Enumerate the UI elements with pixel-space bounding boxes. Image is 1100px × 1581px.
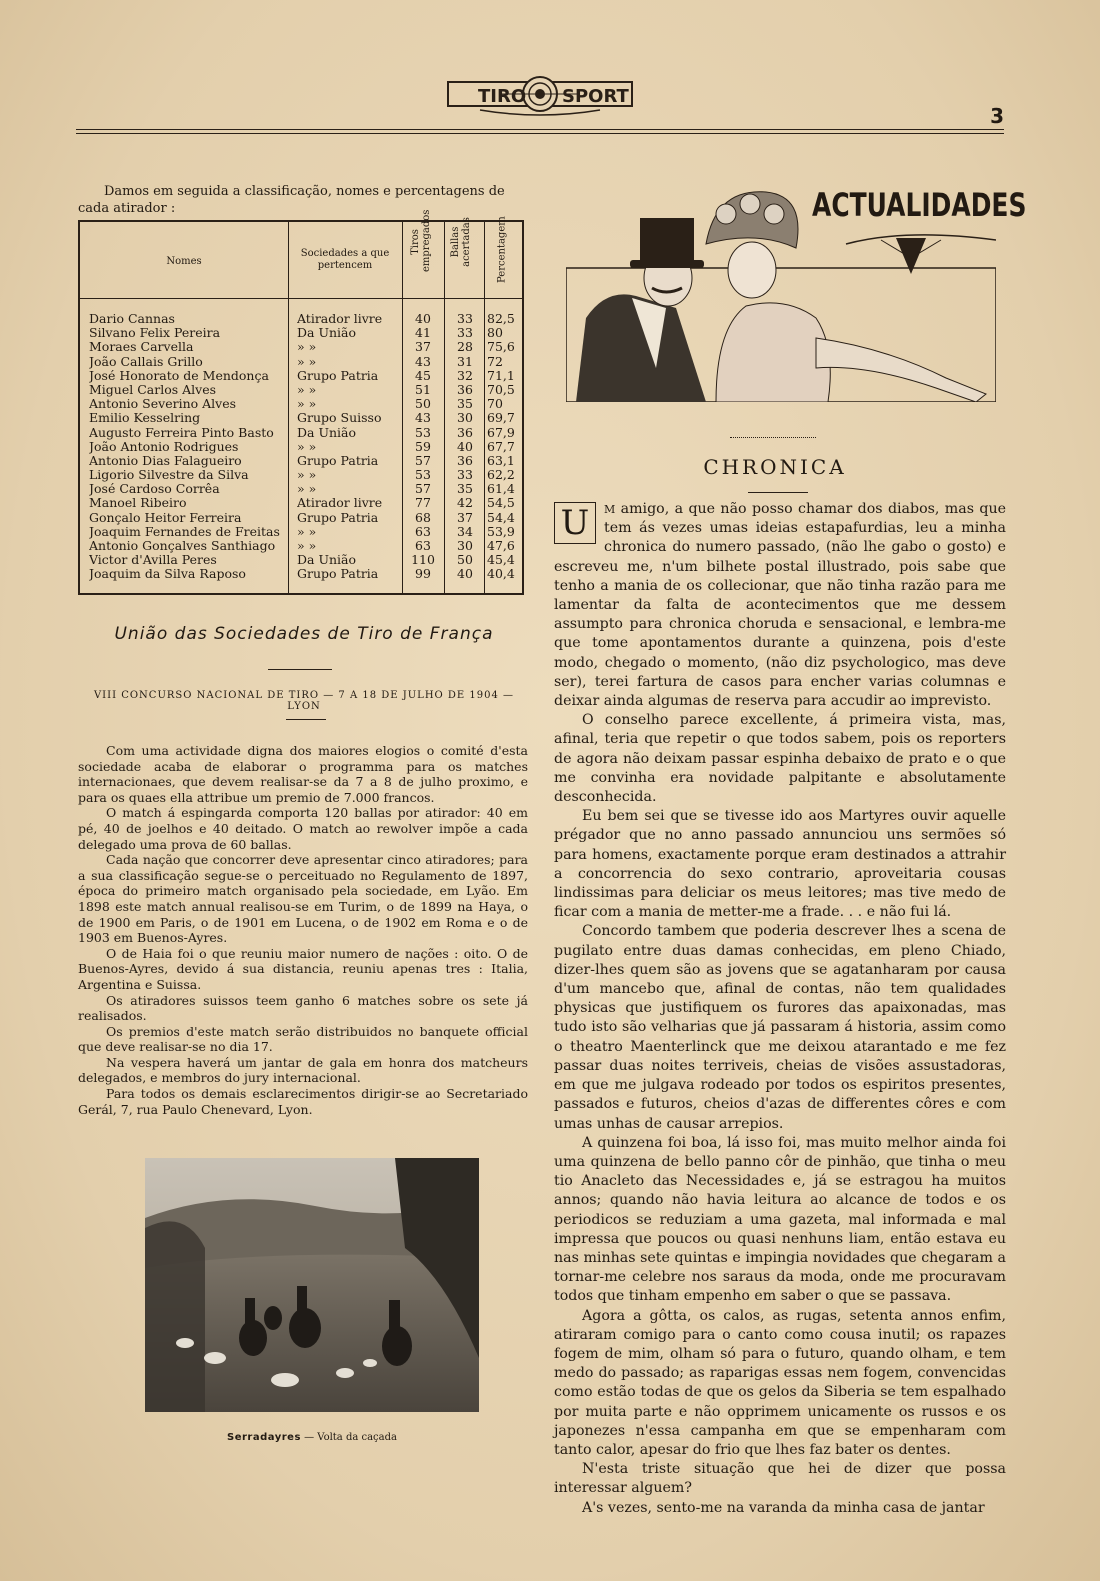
athlete-society: Grupo Patria [297,368,379,383]
percentage: 61,4 [487,482,515,497]
table-intro: Damos em seguida a classificação, nomes e percentagens de cada atirador : [78,184,505,216]
table-row [80,496,522,510]
hits: 34 [457,524,473,539]
table-row [80,468,522,482]
hits: 36 [457,453,473,468]
percentage: 70 [487,397,503,412]
hits: 37 [457,510,473,525]
hits: 36 [457,382,473,397]
table-row [80,482,522,496]
table-row [80,553,522,567]
header-nomes: Nomes [166,256,202,267]
athlete-society: » » [297,524,317,539]
shots-fired: 77 [415,496,431,511]
uniao-article [78,743,528,1117]
table-row [80,397,522,411]
article-paragraph: O conselho parece excellente, á primeira vista, mas, afinal, teria que repetir o que todos sabem, pois os reporters de agora não deixam passar espinha debaixo de prato e o que me convinha era novidade palpitante e absolutamente desconhecida. [554,712,1006,806]
hits: 30 [457,411,473,426]
shots-fired: 53 [415,468,431,483]
article-paragraph: A quinzena foi boa, lá isso foi, mas muito melhor ainda foi uma quinzena de bello panno côr de pinhão, que tinha o meu tio Anacleto das Necessidades e, já se estragou ha muitos annos; quando não havia leitura ao alcance de todos e os periodicos se reduziam a uma gazeta, mal informada e mal impressa que poucos ou quasi nenhuns liam, então estava eu nas minhas sete quintas e impingia novidades que chegaram a tornar-me celebre nos saraus da moda, onde me procuravam todos que tinham empenho em saber o que se passava. [554,1134,1006,1305]
masthead-logo [440,74,640,120]
caption-text: — Volta da caçada [300,1432,397,1443]
hits: 40 [457,567,473,582]
section-rule [286,719,326,720]
athlete-name: Joaquim da Silva Raposo [89,567,246,582]
header-sociedades: Sociedades a que pertencem [300,248,390,271]
athlete-name: Antonio Severino Alves [89,397,237,412]
shots-fired: 53 [415,425,431,440]
article-paragraph: Os premios d'este match serão distribuidos no banquete official que deve realisar-se no dia 17. [78,1023,528,1055]
athlete-society: Grupo Patria [297,510,379,525]
percentage: 53,9 [487,524,515,539]
article-paragraph: O match á espingarda comporta 120 ballas por atirador: 40 em pé, 40 de joelhos e 40 deitado. O match ao rewolver impõe a cada delegado uma prova de 60 ballas. [78,805,528,852]
percentage: 69,7 [487,411,515,426]
table-row [80,525,522,539]
shots-fired: 37 [415,340,431,355]
dropcap-continuation: M [604,503,616,516]
hunting-photo [145,1158,479,1412]
athlete-society: Grupo Patria [297,567,379,582]
table-row [80,411,522,425]
table-row [80,511,522,525]
article-paragraph: Para todos os demais esclarecimentos dirigir-se ao Secretariado Gerál, 7, rua Paulo Chenevard, Lyon. [78,1086,528,1117]
shots-fired: 43 [415,354,431,369]
chronica-title: CHRONICA [703,455,847,479]
uniao-subhead: VIII CONCURSO NACIONAL DE TIRO — 7 A 18 DE JULHO DE 1904 — LYON [93,690,515,712]
athlete-name: Ligorio Silvestre da Silva [89,468,249,483]
percentage: 71,1 [487,368,515,383]
table-row [80,383,522,397]
shots-fired: 51 [415,382,431,397]
hits: 50 [457,553,473,568]
athlete-name: Joaquim Fernandes de Freitas [89,524,280,539]
athlete-name: João Antonio Rodrigues [89,439,239,454]
athlete-society: Da União [297,425,357,440]
article-paragraph: Concordo tambem que poderia descrever lhes a scena de pugilato entre duas damas conhecidas, em pleno Chiado, dizer-lhes quem são as jovens que se agatanharam por causa d'um mancebo que, afinal de contas, não tem qualidades physicas que justifiquem os furores das apaixonadas, mas tudo isto são velharias que já passaram á historia, assim como o theatro Maenterlinck que me deixou atarantado e me fez passar duas noites terriveis, cheias de visões assustadoras, em que me julgava rodeado por todos os espiritos presentes, passados e futuros, cheios d'azas de differentes côres e com umas unhas de causar arrepios. [554,923,1006,1132]
table-row [80,312,522,326]
hits: 36 [457,425,473,440]
section-rule [748,492,808,493]
percentage: 75,6 [487,340,515,355]
shots-fired: 43 [415,411,431,426]
table-row [80,355,522,369]
athlete-society: » » [297,468,317,483]
athlete-name: Antonio Dias Falagueiro [89,453,242,468]
athlete-society: Atirador livre [297,496,383,511]
athlete-name: Victor d'Avilla Peres [89,553,217,568]
section-rule [730,437,816,438]
athlete-society: » » [297,539,317,553]
athlete-society: Atirador livre [297,312,383,326]
athlete-name: Gonçalo Heitor Ferreira [89,510,242,525]
athlete-name: Moraes Carvella [89,340,194,355]
athlete-name: João Callais Grillo [89,354,203,369]
article-paragraph: Na vespera haverá um jantar de gala em honra dos matcheurs delegados, e membros do jury internacional. [78,1054,528,1086]
athlete-name: José Honorato de Mendonça [89,368,269,383]
table-row [80,567,522,581]
chronica-article [554,500,1006,1518]
athlete-society: » » [297,397,317,412]
athlete-name: Emilio Kesselring [89,411,201,426]
paragraph-text: amigo, a que não posso chamar dos diabos, mas que tem ás vezes umas ideias estapafurdias, leu a minha chronica do numero passado, (não lhe gabo o gosto) e escreveu me, n'um bilhete postal illustrado, pois sabe que tenho a mania de os collecionar, que não tinha razão para me lamentar da falta de acontecimentos que me dessem assumpto para chronica choruda e sensacional, e lembra-me que tome apontamentos durante a quinzena, pois d'este modo, chegado o momento, (não diz psychologico, mas deve ser), terei fartura de casos para encher varias columnas e deixar ainda algumas de reserva para accudir ao imprevisto. [554,501,1006,710]
hits: 33 [457,312,473,326]
header-ballas: Ballas acertadas [450,217,472,267]
caption-place: Serradayres [227,1432,301,1443]
table-row [80,326,522,340]
section-rule [268,669,332,670]
header-tiros: Tiros empregados [410,209,432,272]
table-row [80,426,522,440]
athlete-society: » » [297,382,317,397]
shots-fired: 68 [415,510,431,525]
classification-table [78,209,524,595]
table-row [80,440,522,454]
athlete-society: Da União [297,553,357,568]
percentage: 72 [487,354,503,369]
shots-fired: 40 [415,312,431,326]
article-paragraph: Eu bem sei que se tivesse ido aos Martyres ouvir aquelle prégador que no anno passado annunciou uns sermões só para homens, exactamente porque eram destinados a attrahir a concorrencia do sexo contrario, aproveitaria cousas lindissimas para deliciar os meus leitores; mas tive medo de ficar com a mania de metter-me a frade. . . e não fui lá. [554,808,1006,921]
percentage: 80 [487,326,503,341]
hits: 35 [457,397,473,412]
table-row [80,454,522,468]
shots-fired: 50 [415,397,431,412]
athlete-society: Da União [297,326,357,341]
athlete-society: » » [297,439,317,454]
shots-fired: 59 [415,439,431,454]
header-percentagem: Percentagem [496,216,508,283]
table-row [80,539,522,553]
athlete-society: » » [297,354,317,369]
hits: 31 [457,354,473,369]
table-row [80,340,522,354]
article-paragraph: Cada nação que concorrer deve apresentar cinco atiradores; para a sua classificação segue-se o perceituado no Regulamento de 1897, época do primeiro match organisado pela sociedade, em Lyão. Em 1898 este match annual realisou-se em Turim, o de 1899 na Haya, o de 1900 em Paris, o de 1901 em Lucena, o de 1902 em Roma e o de 1903 em Buenos-Ayres. [78,852,528,946]
svg-text:TIRO: TIRO [478,86,527,107]
percentage: 47,6 [487,539,515,553]
percentage: 54,5 [487,496,515,511]
dropcap: U [554,502,596,544]
shots-fired: 57 [415,453,431,468]
athlete-name: José Cardoso Corrêa [89,482,220,497]
header-rule [76,133,1004,134]
shots-fired: 110 [411,553,435,568]
hits: 35 [457,482,473,497]
percentage: 82,5 [487,312,515,326]
article-paragraph: Agora a gôtta, os calos, as rugas, setenta annos enfim, atiraram comigo para o canto como cousa inutil; os rapazes fogem de mim, olham só para o futuro, quando olham, e tem medo do passado; as raparigas essas nem fogem, convencidas como estão todas de que os gelos da Siberia se tem espalhado por muita parte e não opprimem unicamente os russos e os japonezes n'essa campanha em que se empenharam com tanto calor, apesar do frio que lhes faz bater os dentes. [554,1307,1006,1458]
percentage: 45,4 [487,553,515,568]
athlete-name: Augusto Ferreira Pinto Basto [89,425,274,440]
athlete-name: Antonio Gonçalves Santhiago [89,539,276,553]
article-paragraph [554,500,1006,711]
shots-fired: 57 [415,482,431,497]
article-paragraph: Os atiradores suissos teem ganho 6 matches sobre os sete já realisados. [78,992,528,1024]
hits: 30 [457,539,473,553]
hits: 32 [457,368,473,383]
table-row [80,369,522,383]
article-paragraph: O de Haia foi o que reuniu maior numero de nações : oito. O de Buenos-Ayres, devido á sua distancia, reuniu apenas tres : Italia, Argentina e Suissa. [78,945,528,992]
percentage: 40,4 [487,567,515,582]
svg-text:SPORT: SPORT [562,86,629,107]
percentage: 62,2 [487,468,515,483]
shots-fired: 63 [415,539,431,553]
shots-fired: 99 [415,567,431,582]
article-paragraph: A's vezes, sento-me na varanda da minha casa de jantar [582,1499,985,1516]
header-rule [76,129,1004,130]
actualidades-title: ACTUALIDADES [812,186,1027,224]
hits: 28 [457,340,473,355]
athlete-name: Silvano Felix Pereira [89,326,221,341]
hits: 33 [457,326,473,341]
athlete-name: Dario Cannas [89,312,175,326]
athlete-society: » » [297,340,317,355]
athlete-society: Grupo Suisso [297,411,382,426]
percentage: 67,9 [487,425,515,440]
article-paragraph: Com uma actividade digna dos maiores elogios o comité d'esta sociedade acaba de elaborar o programma para os matches internacionaes, que devem realisar-se da 7 a 8 de julho proximo, e para os quaes ella attribue um premio de 7.000 francos. [78,743,528,805]
header-divider [80,298,522,299]
shots-fired: 63 [415,524,431,539]
athlete-name: Miguel Carlos Alves [89,382,217,397]
shots-fired: 41 [415,326,431,341]
percentage: 67,7 [487,439,515,454]
photo-caption [145,1432,479,1443]
athlete-name: Manoel Ribeiro [89,496,187,511]
shots-fired: 45 [415,368,431,383]
uniao-title: União das Sociedades de Tiro de França [114,624,494,644]
percentage: 54,4 [487,510,515,525]
table-body [80,312,522,582]
page-number: 3 [990,104,1004,128]
hits: 42 [457,496,473,511]
percentage: 70,5 [487,382,515,397]
percentage: 63,1 [487,453,515,468]
athlete-society: » » [297,482,317,497]
athlete-society: Grupo Patria [297,453,379,468]
hits: 40 [457,439,473,454]
hits: 33 [457,468,473,483]
article-paragraph: N'esta triste situação que hei de dizer que possa interessar alguem? [554,1461,1006,1497]
